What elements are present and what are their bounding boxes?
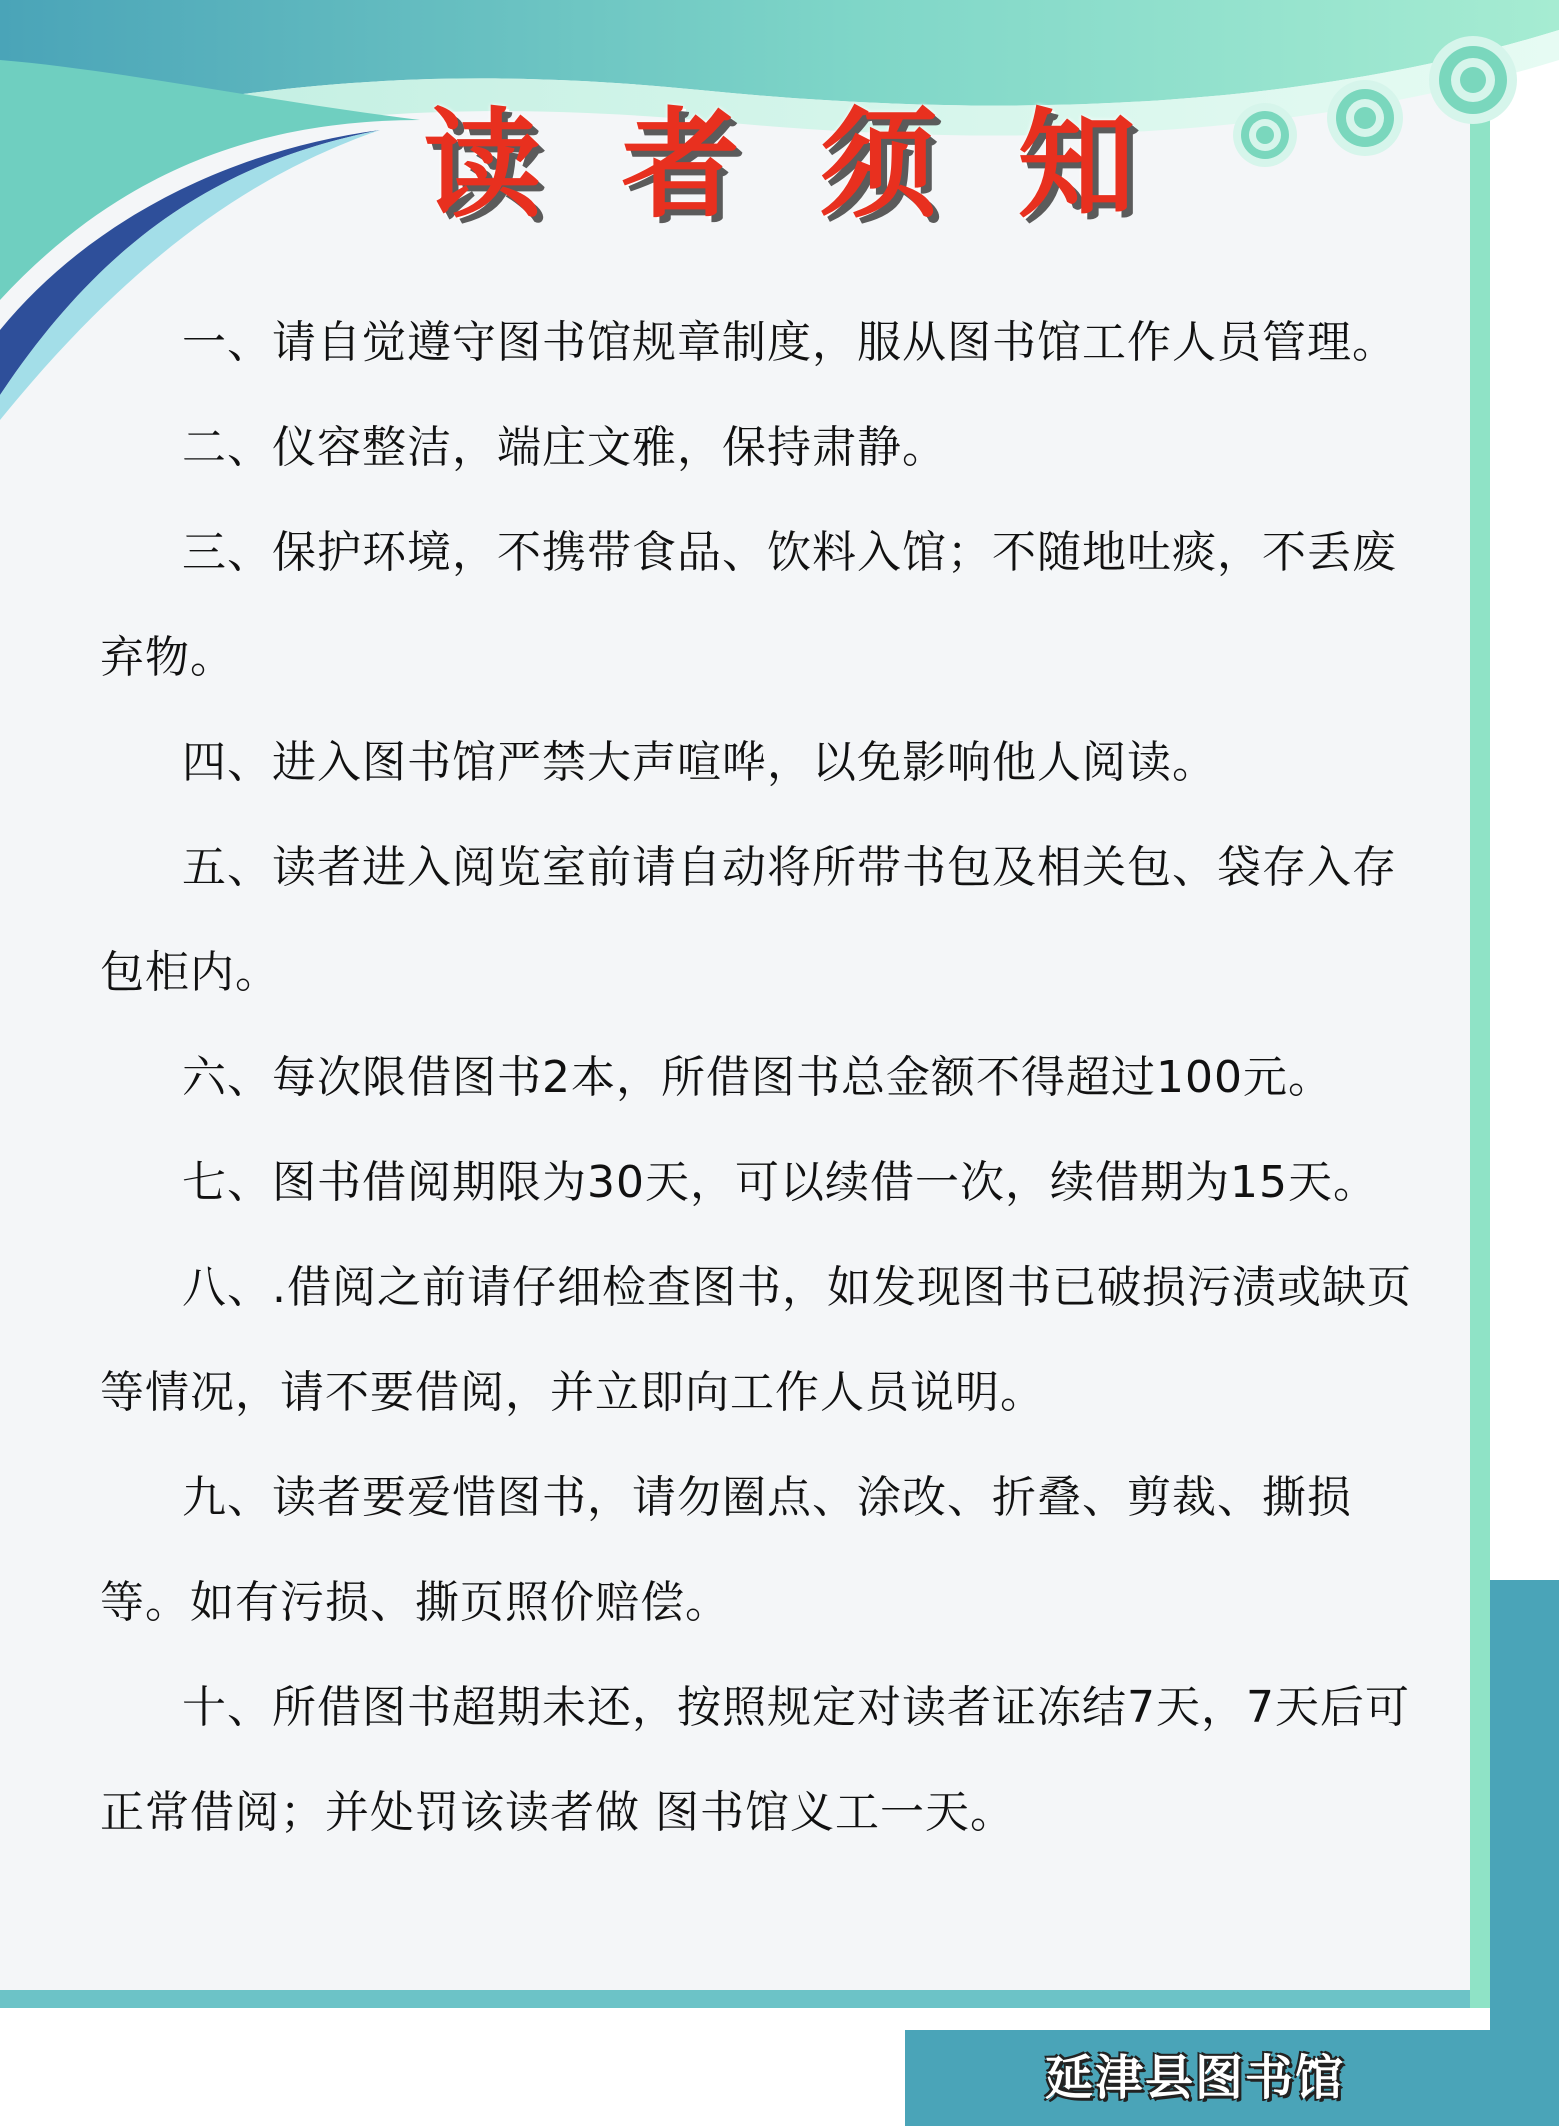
rule-item: 三、保护环境，不携带食品、饮料入馆；不随地吐痰，不丢废弃物。	[100, 527, 1397, 683]
library-name: 延津县图书馆	[1045, 2050, 1346, 2106]
rules-list	[100, 290, 1425, 1865]
rule-item: 四、进入图书馆严禁大声喧哗，以免影响他人阅读。	[182, 737, 1217, 788]
title-char: 知	[1017, 96, 1136, 234]
rule-item: 六、每次限借图书2本，所借图书总金额不得超过100元。	[182, 1052, 1333, 1103]
rule-item: 八、.借阅之前请仔细检查图书，如发现图书已破损污渍或缺页等情况，请不要借阅，并立即向工作人员说明。	[100, 1262, 1412, 1418]
rule-item: 二、仪容整洁，端庄文雅，保持肃静。	[182, 422, 947, 473]
rule-item: 十、所借图书超期未还，按照规定对读者证冻结7天，7天后可正常借阅；并处罚该读者做 图书馆义工一天。	[100, 1682, 1410, 1838]
rule-item: 九、读者要爱惜图书，请勿圈点、涂改、折叠、剪裁、撕损等。如有污损、撕页照价赔偿。	[100, 1472, 1352, 1628]
title-char: 者	[621, 96, 740, 234]
title-char: 读	[423, 96, 542, 234]
title-char: 须	[819, 96, 938, 234]
rule-item: 五、读者进入阅览室前请自动将所带书包及相关包、袋存入存包柜内。	[100, 842, 1397, 998]
rule-item: 一、请自觉遵守图书馆规章制度，服从图书馆工作人员管理。	[182, 317, 1397, 368]
rule-item: 七、图书借阅期限为30天，可以续借一次，续借期为15天。	[182, 1157, 1378, 1208]
notice-title	[0, 95, 1559, 265]
